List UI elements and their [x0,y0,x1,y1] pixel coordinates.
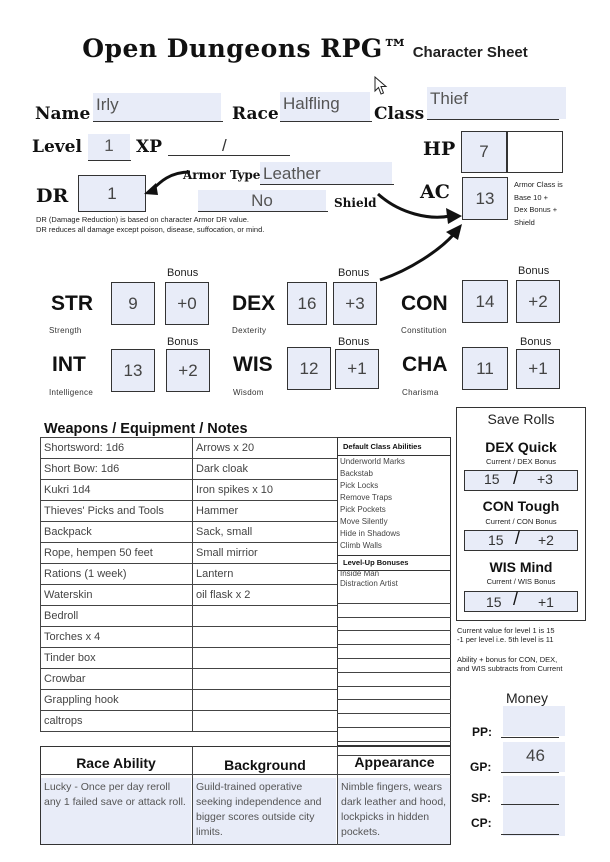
stat-con-score[interactable]: 14 [462,280,508,323]
shield-field[interactable]: No [198,190,326,211]
equipment-row [41,459,338,480]
dr-box[interactable]: 1 [78,175,146,212]
save-wis-sep: / [513,589,519,609]
hp-max-box[interactable] [507,131,563,173]
mouse-cursor-icon [374,76,388,96]
equipment-cell[interactable]: Small mirrior [193,543,338,564]
save-con-title: CON Tough [482,498,560,514]
money-title: Money [506,690,549,706]
save-dex-box[interactable] [464,470,578,491]
stat-dex-bonus-label: Bonus [338,267,370,279]
equipment-row [41,564,338,585]
background-title: Background [224,757,306,773]
equipment-cell[interactable]: Waterskin [41,585,193,606]
dr-label: DR [36,185,69,207]
race-ability-text[interactable]: Lucky - Once per day reroll any 1 failed save or attack roll. [41,778,191,844]
money-sp-field[interactable] [501,804,559,805]
stat-wis-bonus-label: Bonus [338,336,370,348]
equipment-cell[interactable]: Dark cloak [193,459,338,480]
equipment-cell[interactable] [193,690,338,711]
stat-int-bonus[interactable]: +2 [166,349,210,392]
equipment-cell[interactable] [193,711,338,732]
class-label: Class [374,104,425,124]
equipment-row [41,690,338,711]
stat-int-score[interactable]: 13 [111,349,155,392]
class-field[interactable]: Thief [427,87,566,119]
level-bonus-item: Distraction Artist [340,579,398,588]
appearance-title: Appearance [354,754,435,770]
ac-arrows-icon [370,180,470,290]
stat-int-bonus-label: Bonus [167,336,199,348]
hp-box[interactable]: 7 [461,131,507,173]
ability-blank-line[interactable] [337,659,451,673]
level-label: Level [32,137,82,157]
equipment-row [41,627,338,648]
stat-str-score[interactable]: 9 [111,282,155,325]
equipment-row [41,501,338,522]
equipment-cell[interactable]: Thieves' Picks and Tools [41,501,193,522]
stat-cha-bonus-label: Bonus [520,336,552,348]
xp-separator: / [222,136,227,155]
save-rolls-title: Save Rolls [487,411,555,427]
name-label: Name [35,104,91,124]
class-ability-item: Move Silently [340,517,388,526]
money-cp-field[interactable] [501,834,559,835]
class-ability-item: Pick Locks [340,481,379,490]
abilities-list [340,456,405,552]
equipment-cell[interactable] [193,627,338,648]
stat-con-name: Constitution [401,326,447,335]
equipment-cell[interactable]: oil flask x 2 [193,585,338,606]
stat-int-name: Intelligence [49,388,94,397]
ability-blank-line[interactable] [337,590,451,604]
save-dex-bonus: +3 [537,471,553,487]
save-wis-bonus: +1 [538,594,554,610]
money-cp-label: CP: [471,816,492,830]
equipment-table [40,437,338,732]
ability-blank-line[interactable] [337,728,451,742]
money-pp-field[interactable] [501,737,559,738]
money-sp-label: SP: [471,791,492,805]
save-con-bonus: +2 [538,532,554,548]
equipment-cell[interactable]: Grappling hook [41,690,193,711]
armor-type-label: Armor Type [183,168,261,182]
stat-int-abbr: INT [52,353,86,376]
equipment-cell[interactable]: Arrows x 20 [193,438,338,459]
equipment-cell[interactable]: Short Bow: 1d6 [41,459,193,480]
bonuses-title: Level-Up Bonuses [343,558,409,567]
ability-blank-line[interactable] [337,631,451,645]
stat-con-bonus-label: Bonus [518,265,550,277]
save-note-2: Ability + bonus for CON, DEX, and WIS subtracts from Current [457,655,563,673]
save-dex-sub: Current / DEX Bonus [485,457,557,466]
stat-str-name: Strength [49,326,82,335]
level-field[interactable]: 1 [88,134,130,160]
save-wis-current: 15 [486,594,502,610]
equipment-cell[interactable]: Kukri 1d4 [41,480,193,501]
abilities-title: Default Class Abilities [343,442,422,451]
stat-cha-name: Charisma [402,388,439,397]
equipment-row [41,669,338,690]
stat-con-abbr: CON [401,292,448,315]
page-title [0,34,610,63]
stat-dex-score[interactable]: 16 [287,282,327,325]
save-dex-sep: / [513,468,519,488]
equipment-row [41,648,338,669]
bonuses-list [340,569,398,589]
stat-dex-abbr: DEX [232,292,276,315]
equipment-row [41,711,338,732]
equipment-row [41,480,338,501]
dr-note: DR (Damage Reduction) is based on character Armor DR value. DR reduces all damage except poison, disease, suffocation, or mind. [36,215,265,234]
class-ability-item: Hide in Shadows [340,529,401,538]
save-note-1: Current value for level 1 is 15 -1 per level i.e. 5th level is 11 [457,626,555,644]
stat-cha-abbr: CHA [402,353,448,376]
equipment-cell[interactable]: Iron spikes x 10 [193,480,338,501]
equipment-cell[interactable]: Hammer [193,501,338,522]
class-ability-item: Backstab [340,469,373,478]
equipment-cell[interactable]: caltrops [41,711,193,732]
level-bonus-item: Inside Man [340,569,380,578]
equipment-cell[interactable]: Bedroll [41,606,193,627]
stat-str-bonus[interactable]: +0 [165,282,209,325]
save-wis-sub: Current / WIS Bonus [486,577,556,586]
ability-blank-line[interactable] [337,687,451,701]
save-con-sub: Current / CON Bonus [485,517,557,526]
stat-cha-bonus[interactable]: +1 [516,349,560,389]
ability-blank-line[interactable] [337,645,451,659]
stat-cha-score[interactable]: 11 [462,347,508,390]
equipment-row [41,606,338,627]
equipment-cell[interactable]: Shortsword: 1d6 [41,438,193,459]
save-con-current: 15 [488,532,504,548]
ability-blank-line[interactable] [337,673,451,687]
equipment-cell[interactable]: Backpack [41,522,193,543]
ac-label: AC [420,181,450,203]
race-ability-title: Race Ability [76,755,156,771]
race-field[interactable]: Halfling [280,92,370,121]
equipment-row [41,585,338,606]
equipment-cell[interactable]: Rope, hempen 50 feet [41,543,193,564]
race-label: Race [232,104,279,124]
save-dex-title: DEX Quick [485,439,557,455]
class-ability-item: Climb Walls [340,541,382,550]
equipment-cell[interactable]: Tinder box [41,648,193,669]
equipment-cell[interactable] [193,669,338,690]
equipment-title: Weapons / Equipment / Notes [44,421,248,437]
armor-type-field[interactable]: Leather [260,162,392,184]
stat-dex-name: Dexterity [232,326,267,335]
ability-blank-line[interactable] [337,700,451,714]
name-field[interactable]: Irly [93,93,221,121]
stat-wis-abbr: WIS [233,353,273,376]
hp-label: HP [423,138,456,160]
xp-label: XP [136,137,162,157]
stat-con-bonus[interactable]: +2 [516,280,560,323]
equipment-cell[interactable]: Rations (1 week) [41,564,193,585]
money-sp-fill [503,776,565,806]
stat-wis-name: Wisdom [233,388,264,397]
money-pp-fill [503,706,565,736]
game-title: Open Dungeons RPG™ [82,34,409,63]
money-cp-fill [503,806,565,836]
shield-label: Shield [334,196,377,210]
equipment-cell[interactable]: Torches x 4 [41,627,193,648]
equipment-row [41,543,338,564]
save-wis-box[interactable] [464,591,578,612]
dr-arrow-icon [140,168,200,200]
stat-str-bonus-label: Bonus [167,267,199,279]
money-gp-value[interactable]: 46 [526,746,545,765]
stat-wis-bonus[interactable]: +1 [335,349,379,389]
money-pp-label: PP: [472,725,493,739]
equipment-row [41,522,338,543]
sheet-subtitle: Character Sheet [412,44,528,61]
save-con-box[interactable] [464,530,578,551]
equipment-cell[interactable]: Lantern [193,564,338,585]
class-ability-item: Remove Traps [340,493,393,502]
class-ability-item: Underworld Marks [340,457,405,466]
ability-blank-line[interactable] [337,714,451,728]
background-text[interactable]: Guild-trained operative seeking independence and bigger scores outside city limits. [193,778,336,844]
ability-blank-line[interactable] [337,618,451,632]
appearance-text[interactable]: Nimble fingers, wears dark leather and hood, lockpicks in hidden pockets. [338,778,450,844]
stat-wis-score[interactable]: 12 [287,347,331,390]
equipment-cell[interactable]: Sack, small [193,522,338,543]
save-con-sep: / [515,528,521,548]
stat-str-abbr: STR [51,292,93,315]
equipment-row [41,438,338,459]
equipment-cell[interactable]: Crowbar [41,669,193,690]
save-dex-current: 15 [484,471,500,487]
money-gp-label: GP: [470,760,492,774]
save-wis-title: WIS Mind [489,559,553,575]
equipment-cell[interactable] [193,606,338,627]
ability-blank-line[interactable] [337,604,451,618]
ac-note: Armor Class is Base 10 + Dex Bonus + Shield [514,180,563,227]
money-gp-field [501,772,559,773]
stat-dex-bonus[interactable]: +3 [333,282,377,325]
ac-box[interactable]: 13 [462,177,508,220]
class-ability-item: Pick Pockets [340,505,386,514]
equipment-cell[interactable] [193,648,338,669]
